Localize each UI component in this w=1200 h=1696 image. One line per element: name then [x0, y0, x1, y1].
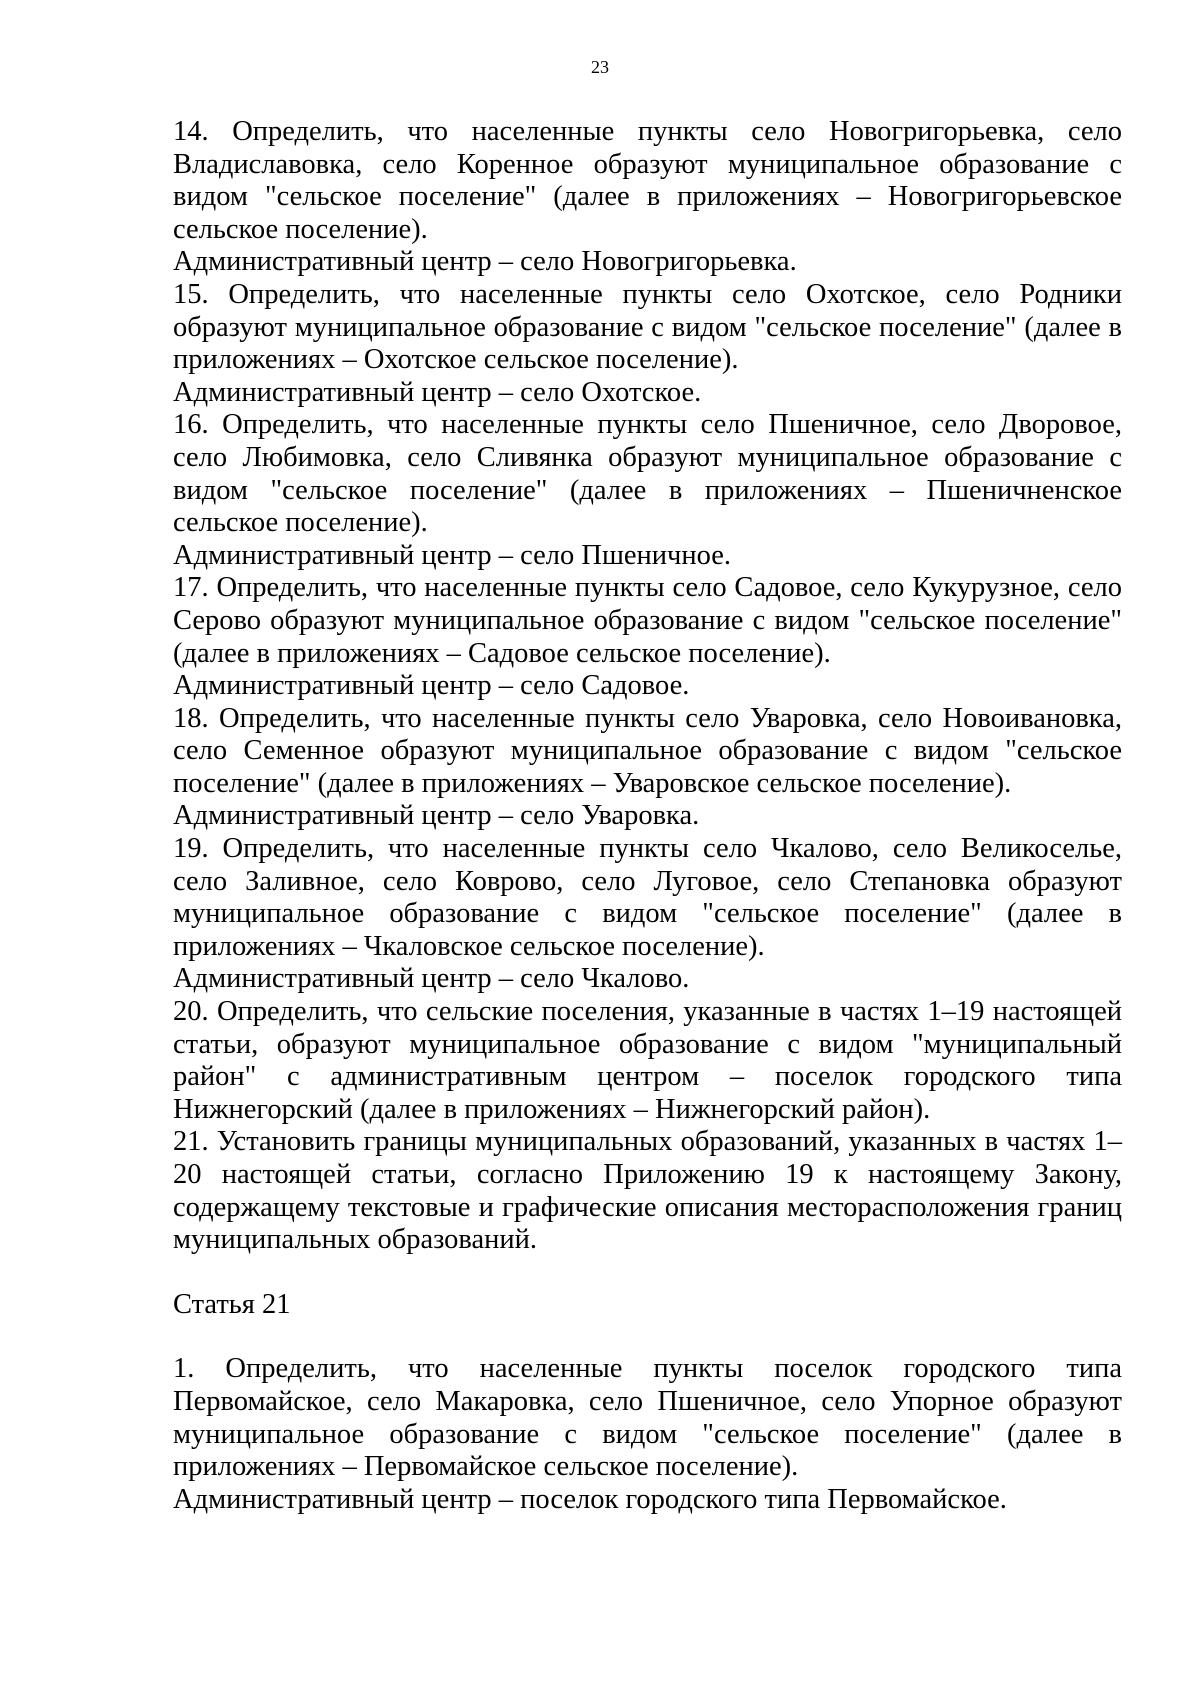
page-number: 23 [591, 57, 609, 77]
paragraph-14: 14. Определить, что населенные пункты село Новогригорьевка, село Владиславовка, село Коренное образуют муниципальное образование с видом "сельское поселение" (далее в приложениях – Новогригорьевское сельское поселение). [173, 116, 1122, 245]
paragraph-16: 16. Определить, что населенные пункты село Пшеничное, село Дворовое, село Любимовка, село Сливянка образуют муниципальное образование с видом "сельское поселение" (далее в приложениях – Пшеничненское сельское поселение). [173, 409, 1122, 539]
article-heading: Статья 21 [173, 1288, 291, 1320]
admin-center-15: Административный центр – село Охотское. [173, 376, 702, 408]
paragraph-21: 21. Установить границы муниципальных образований, указанных в частях 1–20 настоящей статьи, согласно Приложению 19 к настоящему Закону, содержащему текстовые и графические описания месторасположения границ муниципальных образований. [173, 1126, 1122, 1256]
paragraph-15: 15. Определить, что населенные пункты село Охотское, село Родники образуют муниципальное образование с видом "сельское поселение" (далее в приложениях – Охотское сельское поселение). [173, 278, 1122, 376]
paragraph-20: 20. Определить, что сельские поселения, указанные в частях 1–19 настоящей статьи, образуют муниципальное образование с видом "муниципальный район" с административным центром – поселок городского типа Нижнегорский (далее в приложениях – Нижнегорский район). [173, 996, 1122, 1125]
admin-center-16: Административный центр – село Пшеничное. [173, 539, 732, 571]
paragraph-19: 19. Определить, что населенные пункты село Чкалово, село Великоселье, село Заливное, село Коврово, село Луговое, село Степановка образуют муниципальное образование с видом "сельское поселение" (далее в приложениях – Чкаловское сельское поселение). [173, 833, 1122, 962]
admin-center-14: Административный центр – село Новогригорьевка. [173, 246, 797, 278]
paragraph-18: 18. Определить, что населенные пункты село Уваровка, село Новоивановка, село Семенное образуют муниципальное образование с видом "сельское поселение" (далее в приложениях – Уваровское сельское поселение). [173, 702, 1122, 799]
admin-center-19: Административный центр – село Чкалово. [173, 963, 690, 995]
paragraph-17: 17. Определить, что населенные пункты село Садовое, село Кукурузное, село Серово образуют муниципальное образование с видом "сельское поселение" (далее в приложениях – Садовое сельское поселение). [173, 572, 1122, 669]
article-21-paragraph-1: 1. Определить, что населенные пункты поселок городского типа Первомайское, село Макаровка, село Пшеничное, село Упорное образуют муниципальное образование с видом "сельское поселение" (далее в приложениях – Первомайское сельское поселение). [173, 1353, 1122, 1483]
article-21-admin-center-1: Административный центр – поселок городского типа Первомайское. [173, 1483, 1007, 1515]
admin-center-17: Административный центр – село Садовое. [173, 670, 690, 702]
document-body [173, 116, 1122, 1516]
admin-center-18: Административный центр – село Уваровка. [173, 800, 700, 832]
